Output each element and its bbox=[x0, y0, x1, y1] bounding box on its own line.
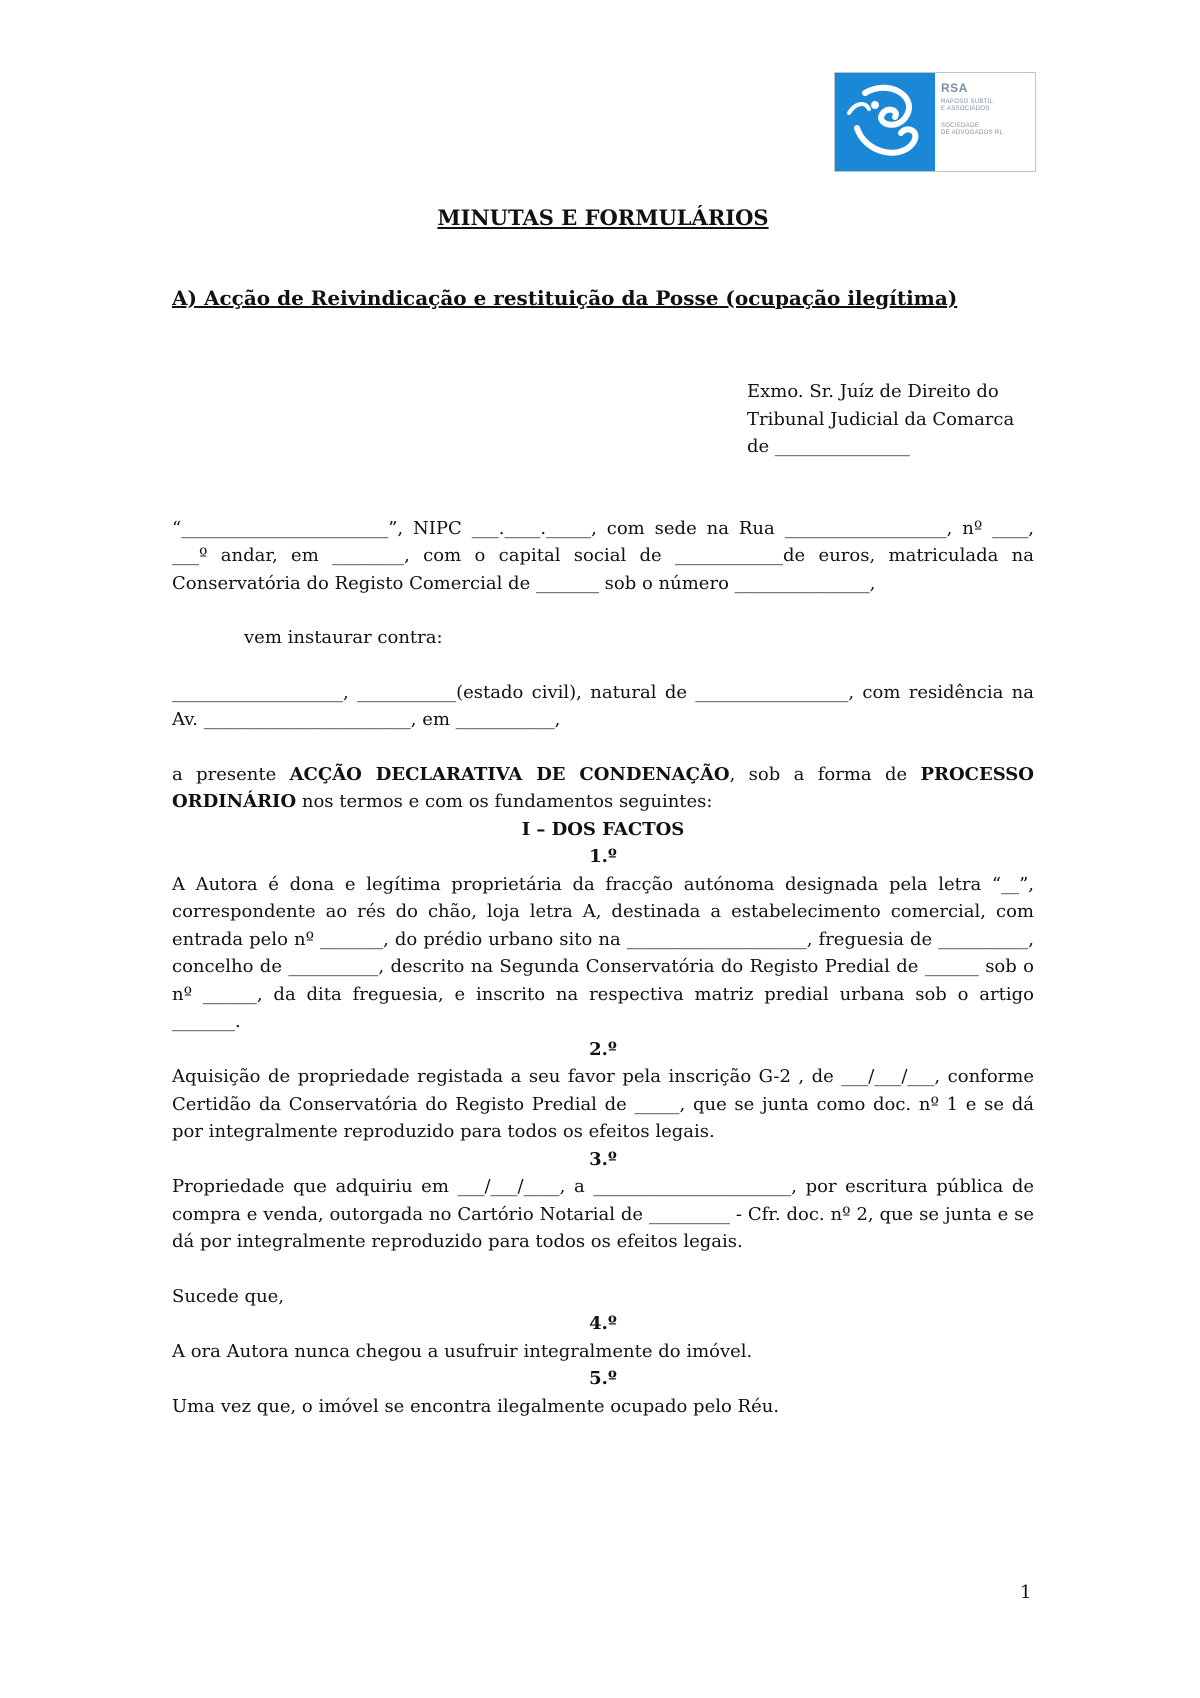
logo-emblem-icon bbox=[835, 73, 935, 171]
action-paragraph bbox=[172, 761, 1034, 816]
action-type: ACÇÃO DECLARATIVA DE CONDENAÇÃO bbox=[289, 763, 730, 785]
vem-instaurar: vem instaurar contra: bbox=[244, 627, 443, 648]
logo-firm-line4: DE ADVOGADOS RL bbox=[941, 130, 1004, 136]
article-text: Aquisição de propriedade registada a seu favor pela inscrição G-2 , de ___/___/___, conforme Certidão da Conservatória do Registo Predial de _____, que se junta como doc. nº 1 e se dá por integralmente reproduzido para todos os efeitos legais. bbox=[172, 1066, 1034, 1142]
action-prefix: a presente bbox=[172, 763, 290, 785]
addressee-line: Tribunal Judicial da Comarca bbox=[747, 408, 1015, 430]
logo-firm-line1: RAPOSO SUBTIL bbox=[941, 99, 994, 105]
section-title: A) Acção de Reivindicação e restituição da Posse (ocupação ilegítima) bbox=[172, 286, 958, 310]
article-number: 4.º bbox=[589, 1313, 617, 1334]
action-suffix: nos termos e com os fundamentos seguintes: bbox=[296, 791, 713, 812]
logo-text bbox=[935, 73, 1035, 171]
action-middle: , sob a forma de bbox=[729, 763, 921, 785]
article-text: A ora Autora nunca chegou a usufruir integralmente do imóvel. bbox=[172, 1340, 753, 1362]
process-type: PROCESSO ORDINÁRIO bbox=[172, 763, 1034, 812]
article-number: 1.º bbox=[589, 846, 617, 867]
firm-logo bbox=[834, 72, 1036, 172]
page-number: 1 bbox=[1020, 1582, 1032, 1603]
logo-firm-line3: SOCIEDADE bbox=[941, 123, 980, 129]
document-body bbox=[172, 204, 1034, 1420]
addressee-line: de _______________ bbox=[747, 436, 910, 457]
document-title: MINUTAS E FORMULÁRIOS bbox=[437, 205, 769, 230]
article-number: 3.º bbox=[589, 1148, 617, 1170]
logo-brand: RSA bbox=[941, 81, 968, 95]
article-text: Uma vez que, o imóvel se encontra ilegalmente ocupado pelo Réu. bbox=[172, 1395, 780, 1417]
addressee-block bbox=[747, 378, 1034, 461]
article-number: 5.º bbox=[589, 1368, 617, 1389]
addressee-line: Exmo. Sr. Juíz de Direito do bbox=[747, 381, 999, 402]
facts-heading: I – DOS FACTOS bbox=[521, 818, 685, 840]
article-text: A Autora é dona e legítima proprietária da fracção autónoma designada pela letra “__”, correspondente ao rés do chão, loja letra A, destinada a estabelecimento comercial, com entrada pelo nº _______, do prédio urbano sito na ____________________, freguesia de __________, concelho de __________, descrito na Segunda Conservatória do Registo Predial de ______ sob o nº ______, da dita freguesia, e inscrito na respectiva matriz predial urbana sob o artigo _______. bbox=[172, 873, 1034, 1032]
sucede-que: Sucede que, bbox=[172, 1285, 285, 1307]
article-text: Propriedade que adquiriu em ___/___/____, a ______________________, por escritura pública de compra e venda, outorgada no Cartório Notarial de _________ - Cfr. doc. nº 2, que se junta e se dá por integralmente reproduzido para todos os efeitos legais. bbox=[172, 1176, 1034, 1252]
article-number: 2.º bbox=[589, 1038, 617, 1060]
logo-firm-line2: E ASSOCIADOS bbox=[941, 106, 990, 112]
plaintiff-paragraph: “_______________________”, NIPC ___.____._____, com sede na Rua __________________, nº ____, ___º andar, em ________, com o capital social de ____________de euros, matriculada na Conservatória do Registo Comercial de _______ sob o número _______________, bbox=[172, 517, 1034, 594]
defendant-paragraph: ___________________, ___________(estado civil), natural de _________________, com residência na Av. _______________________, em ___________, bbox=[172, 681, 1034, 730]
